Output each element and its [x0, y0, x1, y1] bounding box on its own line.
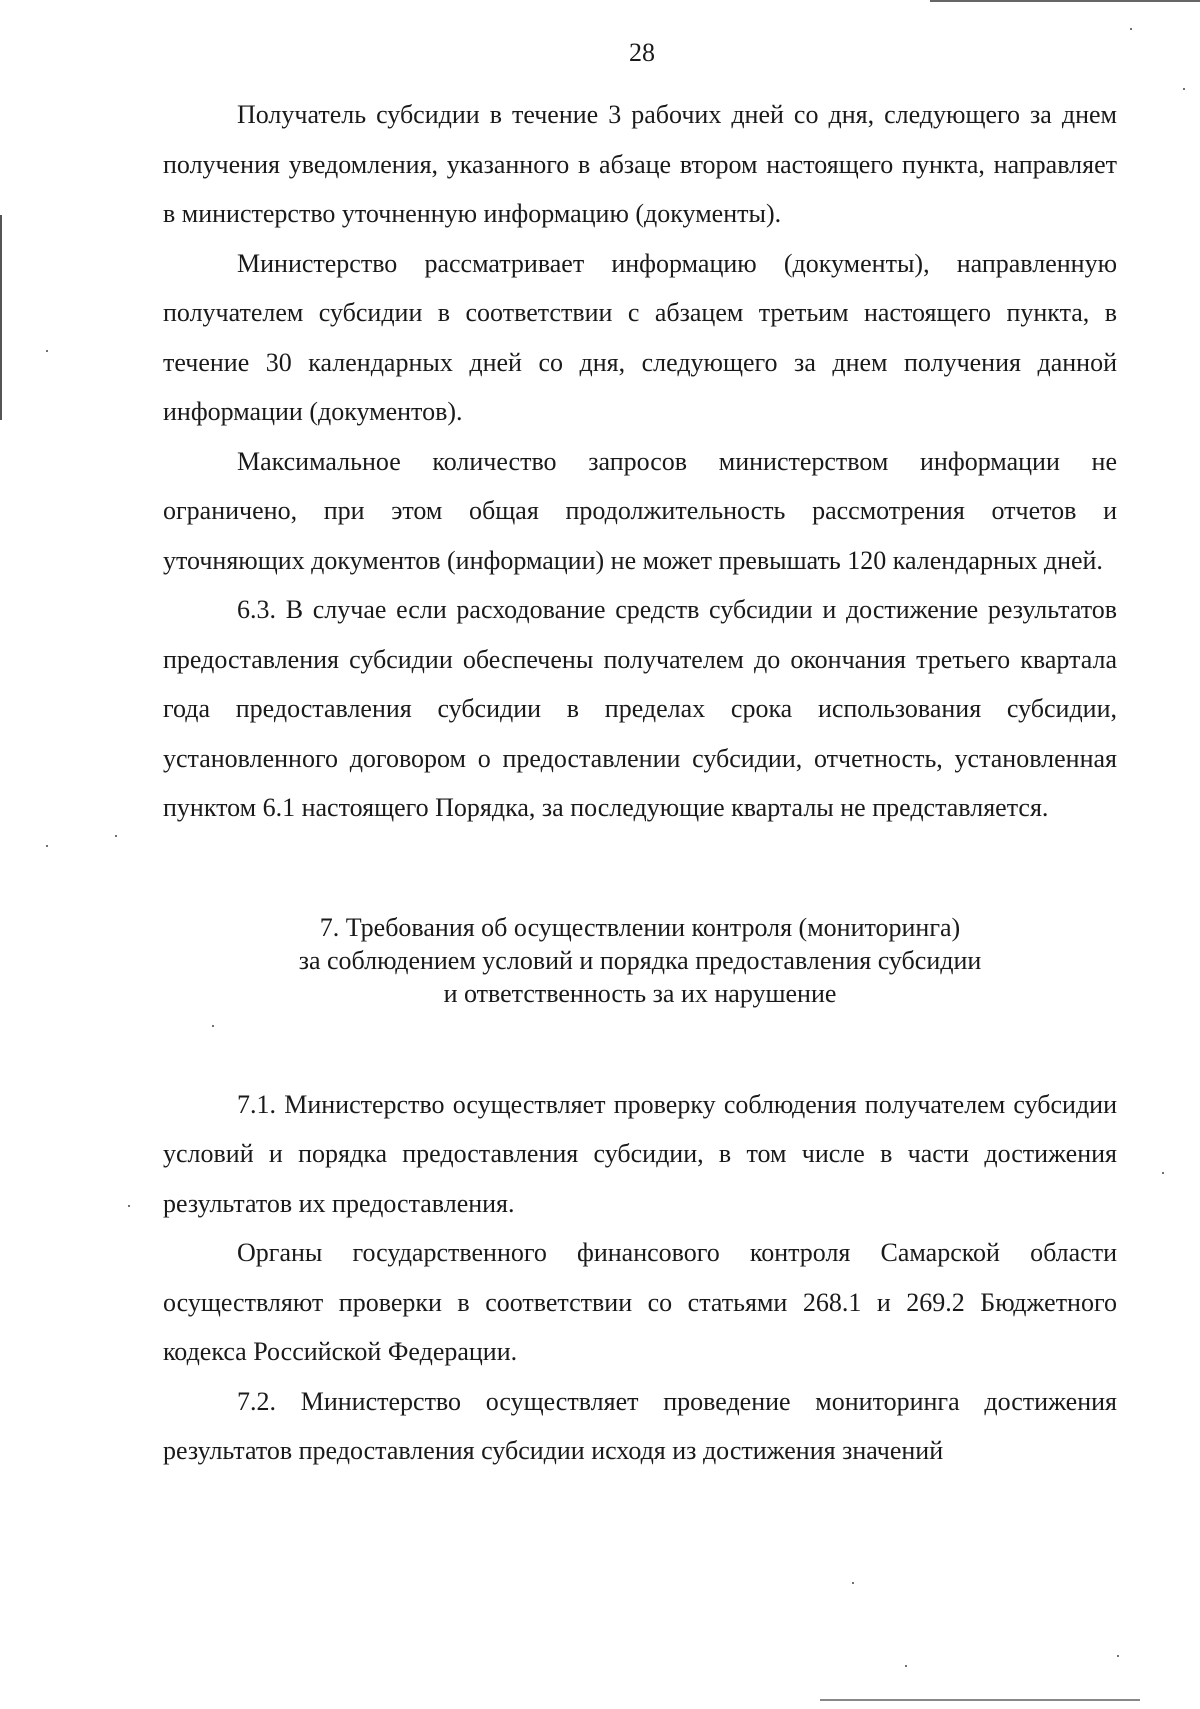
scan-speck	[1162, 1172, 1164, 1174]
scan-speck	[212, 1025, 214, 1027]
scan-speck	[852, 1582, 854, 1584]
paragraph-ministry-review: Министерство рассматривает информацию (документы), направленную получателем субсидии в соответствии с абзацем третьим настоящего пункта, в течение 30 календарных дней со дня, следующего за днем получения данной информации (документов).	[163, 248, 1117, 426]
scan-edge-bottom	[820, 1699, 1140, 1701]
document-body	[163, 90, 1117, 1476]
section-7-heading	[163, 911, 1117, 1010]
paragraph-recipient-clarification: Получатель субсидии в течение 3 рабочих дней со дня, следующего за днем получения уведомления, указанного в абзаце втором настоящего пункта, направляет в министерство уточненную информацию (документы).	[163, 100, 1117, 228]
paragraph-7-2: 7.2. Министерство осуществляет проведение мониторинга достижения результатов предоставления субсидии исходя из достижения значений	[163, 1386, 1117, 1465]
scan-speck	[128, 1205, 130, 1207]
scan-speck	[1130, 28, 1132, 30]
scan-speck	[905, 1665, 907, 1667]
scan-edge-left	[0, 215, 2, 420]
scan-speck	[46, 845, 48, 847]
paragraph-6-3: 6.3. В случае если расходование средств субсидии и достижение результатов предоставления субсидии обеспечены получателем до окончания третьего квартала года предоставления субсидии в пределах срока использования субсидии, установленного договором о предоставлении субсидии, отчетность, установленная пунктом 6.1 настоящего Порядка, за последующие кварталы не представляется.	[163, 595, 1117, 822]
paragraph-max-requests: Максимальное количество запросов министерством информации не ограничено, при этом общая продолжительность рассмотрения отчетов и уточняющих документов (информации) не может превышать 120 календарных дней.	[163, 446, 1117, 575]
scan-speck	[46, 350, 48, 352]
section-heading-line-2: за соблюдением условий и порядка предоставления субсидии	[298, 945, 982, 975]
scan-edge-top	[930, 0, 1200, 2]
scan-speck	[1183, 88, 1185, 90]
paragraph-7-1: 7.1. Министерство осуществляет проверку соблюдения получателем субсидии условий и порядка предоставления субсидии, в том числе в части достижения результатов их предоставления.	[163, 1089, 1117, 1218]
section-heading-line-1: 7. Требования об осуществлении контроля (мониторинга)	[319, 912, 961, 942]
scan-speck	[1117, 1655, 1119, 1657]
page-number: 28	[629, 38, 655, 67]
section-heading-line-3: и ответственность за их нарушение	[443, 978, 837, 1008]
paragraph-state-financial-control: Органы государственного финансового контроля Самарской области осуществляют проверки в соответствии со статьями 268.1 и 269.2 Бюджетного кодекса Российской Федерации.	[163, 1238, 1117, 1366]
scan-speck	[115, 835, 117, 837]
